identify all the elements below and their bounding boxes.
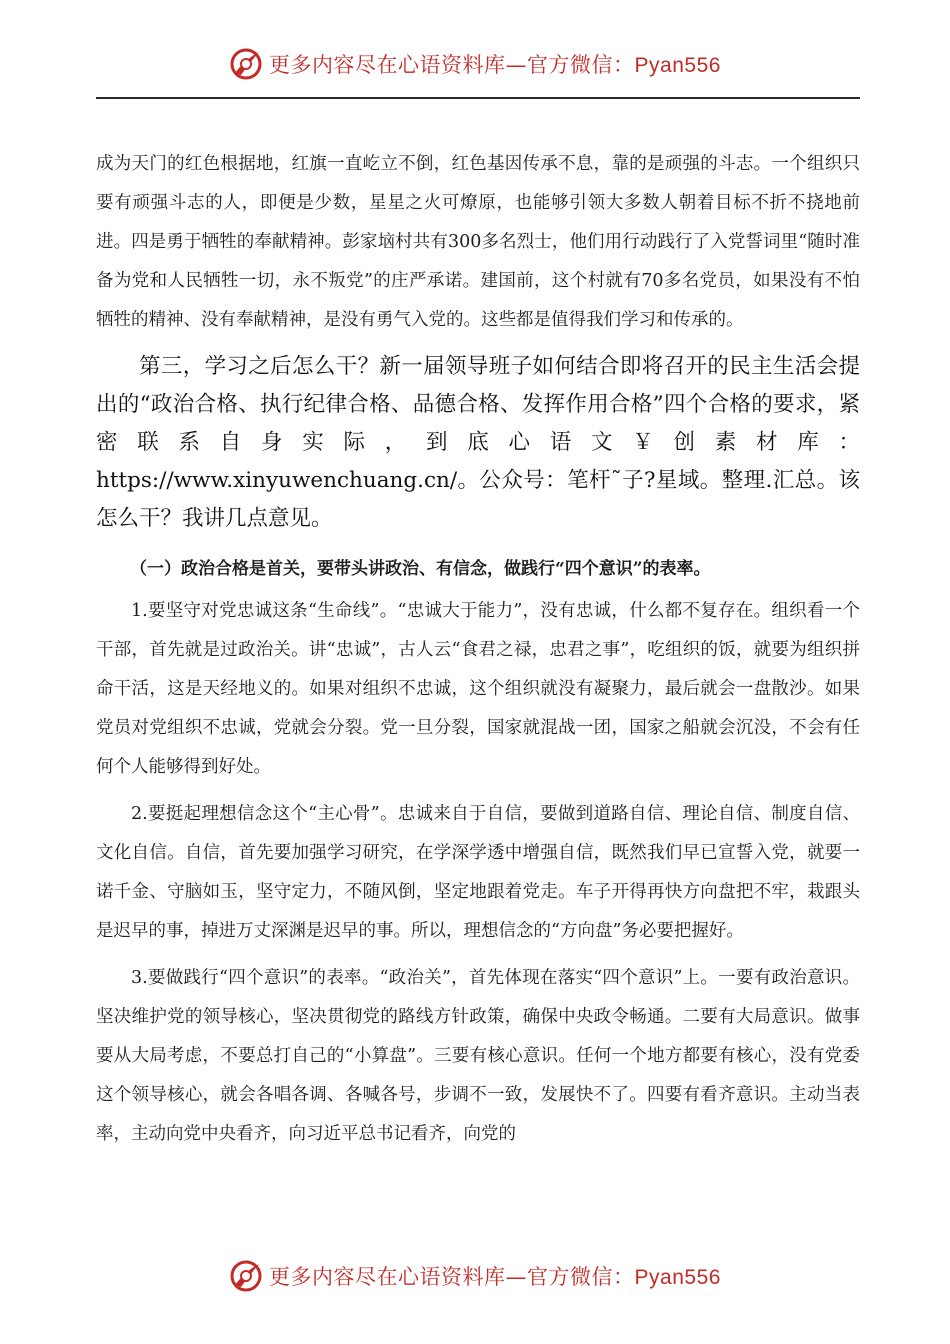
footer-banner-text: 更多内容尽在心语资料库—官方微信：Pyan556 <box>269 1265 721 1289</box>
header-banner-text: 更多内容尽在心语资料库—官方微信：Pyan556 <box>269 53 721 77</box>
subheading-political-qualification: （一）政治合格是首关，要带头讲政治、有信念，做践行“四个意识”的表率。 <box>130 559 711 579</box>
wechat-handle: Pyan556 <box>634 1266 721 1289</box>
header-banner <box>0 44 950 84</box>
paragraph-point-3: 3.要做践行“四个意识”的表率。“政治关”，首先体现在落实“四个意识”上。一要有政治意识。坚决维护党的领导核心，坚决贯彻党的路线方针政策，确保中央政令畅通。二要有大局意识。做事要从大局考虑，不要总打自己的“小算盘”。三要有核心意识。任何一个地方都要有核心，没有党委这个领导核心，就会各唱各调、各喊各号，步调不一致，发展快不了。四要有看齐意识。主动当表率，主动向党中央看齐，向习近平总书记看齐，向党的 <box>96 968 860 1144</box>
wechat-handle: Pyan556 <box>634 54 721 77</box>
paragraph-point-2: 2.要挺起理想信念这个“主心骨”。忠诚来自于自信，要做到道路自信、理论自信、制度自信、文化自信。自信，首先要加强学习研究，在学深学透中增强自信，既然我们早已宣誓入党，就要一诺千金、守脑如玉，坚守定力，不随风倒，坚定地跟着党走。车子开得再快方向盘把不牢，栽跟头是迟早的事，掉进万丈深渊是迟早的事。所以，理想信念的“方向盘”务必要把握好。 <box>96 804 860 941</box>
brush-logo-icon <box>229 1259 263 1293</box>
document-body <box>96 145 860 1154</box>
paragraph-section-three: 第三，学习之后怎么干？新一届领导班子如何结合即将召开的民主生活会提出的“政治合格、执行纪律合格、品德合格、发挥作用合格”四个合格的要求，紧密联系自身实际，到底心语文￥创素材库：https://www.xinyuwenchuang.cn/。公众号：笔杆˜子?星域。整理.汇总。该怎么干？我讲几点意见。 <box>96 354 860 531</box>
paragraph-continuation: 成为天门的红色根据地，红旗一直屹立不倒，红色基因传承不息，靠的是顽强的斗志。一个组织只要有顽强斗志的人，即便是少数，星星之火可燎原，也能够引领大多数人朝着目标不折不挠地前进。四是勇于牺牲的奉献精神。彭家垴村共有300多名烈士，他们用行动践行了入党誓词里“随时准备为党和人民牺牲一切，永不叛党”的庄严承诺。建国前，这个村就有70多名党员，如果没有不怕牺牲的精神、没有奉献精神，是没有勇气入党的。这些都是值得我们学习和传承的。 <box>96 154 860 330</box>
header-divider <box>96 97 860 99</box>
footer-banner <box>0 1256 950 1296</box>
brush-logo-icon <box>229 47 263 81</box>
paragraph-point-1: 1.要坚守对党忠诚这条“生命线”。“忠诚大于能力”，没有忠诚，什么都不复存在。组织看一个干部，首先就是过政治关。讲“忠诚”，古人云“食君之禄，忠君之事”，吃组织的饭，就要为组织拼命干活，这是天经地义的。如果对组织不忠诚，这个组织就没有凝聚力，最后就会一盘散沙。如果党员对党组织不忠诚，党就会分裂。党一旦分裂，国家就混战一团，国家之船就会沉没，不会有任何个人能够得到好处。 <box>96 601 860 777</box>
